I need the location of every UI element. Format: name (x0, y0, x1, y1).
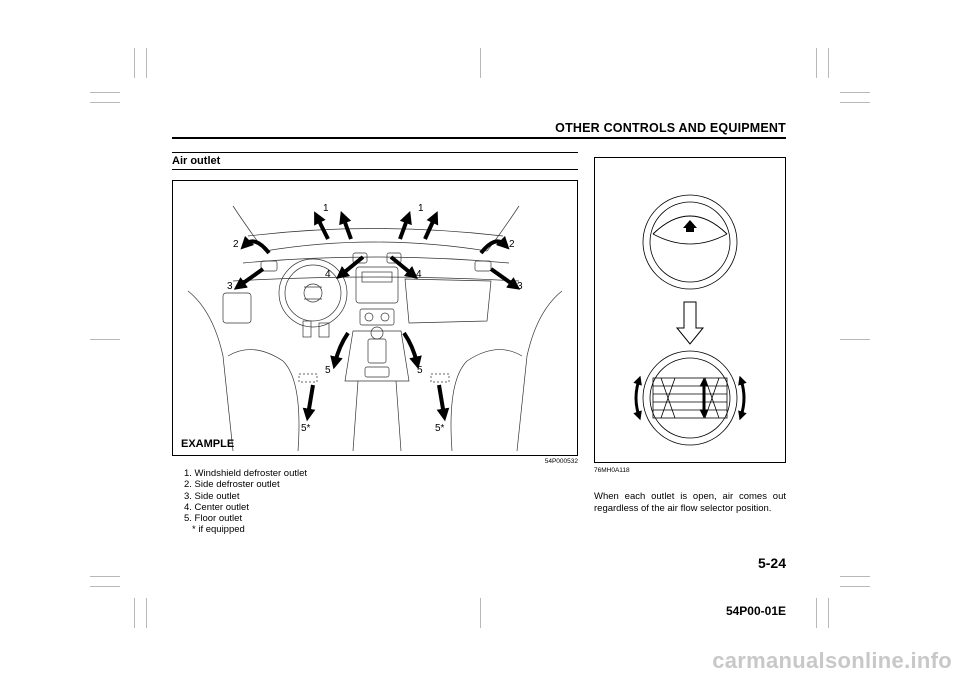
dashboard-outlet-figure (172, 180, 578, 456)
callout-4: 4 (416, 269, 422, 280)
chapter-title: OTHER CONTROLS AND EQUIPMENT (555, 121, 786, 135)
arrow-defroster-right (400, 217, 408, 239)
crop-mark (146, 48, 147, 78)
arrow-floor-rear-left (308, 385, 313, 415)
arrow-center-outlet-left (341, 257, 363, 275)
crop-mark (840, 586, 870, 587)
legend-item: 2. Side defroster outlet (184, 479, 280, 491)
crop-mark (90, 586, 120, 587)
arrow-side-defroster-left (245, 241, 269, 253)
crop-mark (840, 576, 870, 577)
body-paragraph: When each outlet is open, air comes out regardless of the air flow selector position. (594, 491, 786, 514)
watermark-text: carmanualsonline.info (712, 648, 952, 673)
legend-footnote: * if equipped (192, 524, 245, 536)
crop-mark (840, 102, 870, 103)
crop-mark (840, 339, 870, 340)
arrow-defroster-right (425, 217, 435, 239)
dashboard-illustration (173, 181, 577, 455)
callout-5: 5 (417, 365, 423, 376)
crop-mark (480, 48, 481, 78)
callout-1: 1 (323, 203, 329, 214)
figure2-code: 76MH0A118 (594, 467, 630, 474)
section-rule-top (172, 152, 578, 153)
callout-3: 3 (227, 281, 233, 292)
legend-item: 5. Floor outlet (184, 513, 243, 525)
outlet-detail-figure (594, 157, 786, 463)
arrow-side-outlet-right (491, 269, 515, 286)
callout-5: 5 (325, 365, 331, 376)
crop-mark (816, 598, 817, 628)
figure1-code: 54P000532 (544, 458, 578, 465)
callout-4: 4 (325, 269, 331, 280)
arrow-center-outlet-right (391, 257, 413, 275)
crop-mark (816, 48, 817, 78)
outlet-illustration (595, 158, 785, 462)
callout-2: 2 (233, 239, 239, 250)
crop-mark (90, 576, 120, 577)
callout-1: 1 (418, 203, 424, 214)
document-code: 54P00-01E (725, 604, 786, 618)
arrow-floor-rear-right (439, 385, 444, 415)
down-arrow-icon (677, 302, 703, 344)
legend-item: 3. Side outlet (184, 490, 240, 502)
crop-mark (90, 102, 120, 103)
crop-mark (828, 48, 829, 78)
left-adjust-arrow (636, 380, 639, 416)
crop-mark (90, 92, 120, 93)
crop-mark (146, 598, 147, 628)
section-title: Air outlet (172, 155, 221, 167)
arrow-side-outlet-left (239, 269, 263, 286)
crop-mark (134, 598, 135, 628)
callout-3: 3 (517, 281, 523, 292)
legend-item: 1. Windshield defroster outlet (184, 468, 308, 479)
crop-mark (480, 598, 481, 628)
callout-5-star: 5* (301, 423, 311, 434)
crop-mark (134, 48, 135, 78)
arrow-floor-right (404, 333, 417, 363)
outlet-legend (184, 468, 307, 536)
page-number: 5-24 (757, 555, 786, 571)
arrow-floor-left (335, 333, 348, 363)
arrow-side-defroster-right (481, 241, 505, 253)
arrow-defroster-left (317, 217, 328, 239)
outlet-knob-icon (683, 220, 697, 232)
section-rule-bottom (172, 169, 578, 170)
crop-mark (828, 598, 829, 628)
arrow-defroster-left (343, 217, 351, 239)
crop-mark (90, 339, 120, 340)
right-adjust-arrow (741, 380, 744, 416)
crop-mark (840, 92, 870, 93)
header-rule (172, 137, 786, 139)
example-label: EXAMPLE (181, 438, 235, 450)
legend-item: 4. Center outlet (184, 501, 249, 513)
callout-2: 2 (509, 239, 515, 250)
callout-5-star: 5* (435, 423, 445, 434)
